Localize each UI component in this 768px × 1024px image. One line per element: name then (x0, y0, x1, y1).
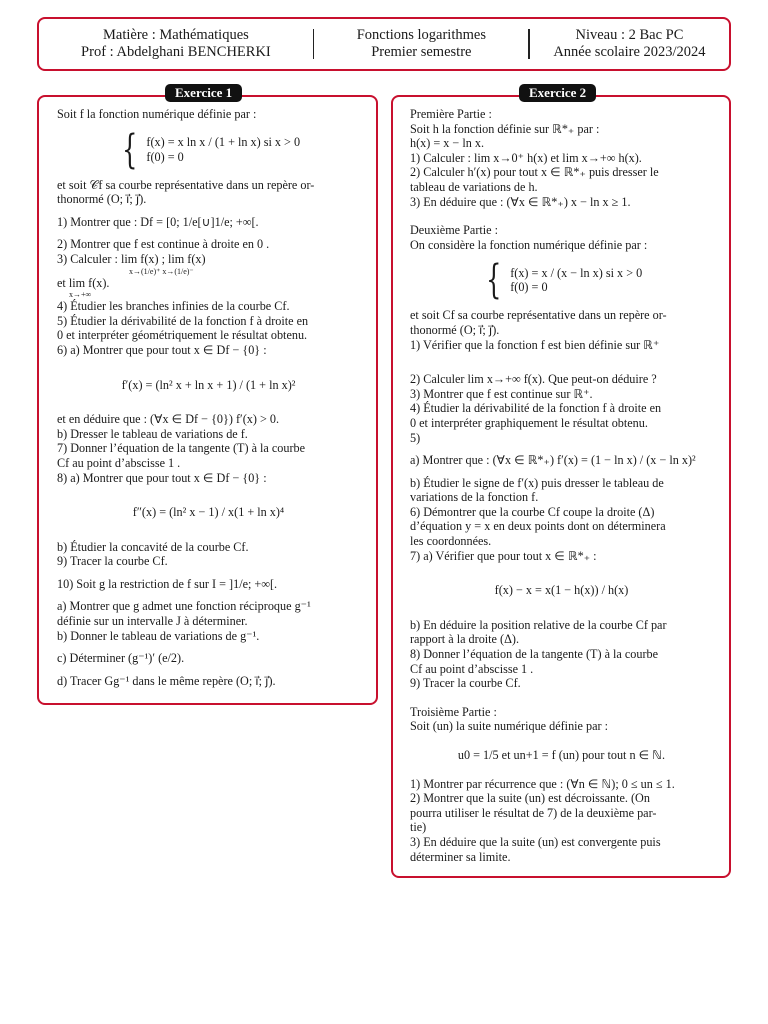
ex2-text-line: On considère la fonction numérique définie par : (410, 237, 648, 252)
ex2-p2-question-4: 4) Étudier la dérivabilité de la fonction f à droite en (410, 401, 662, 416)
ex2-sequence-definition: u0 = 1/5 et un+1 = f (un) pour tout n ∈ ℕ. (457, 748, 666, 762)
ex2-p2-question-8: 8) Donner l’équation de la tangente (T) à la courbe (410, 647, 659, 662)
ex2-p2-question-3: 3) Montrer que f est continue sur ℝ⁺. (410, 386, 593, 401)
exercise-2-badge: Exercice 2 (519, 84, 596, 102)
ex1-question-7-cont: Cf au point d’abscisse 1 . (57, 455, 181, 470)
ex1-question-8b: b) Étudier la concavité de la courbe Cf. (57, 539, 249, 554)
ex2-text-line: h(x) = x − ln x. (410, 136, 484, 151)
header-level-year (530, 27, 729, 61)
ex2-p1-question-2-cont: tableau de variations de h. (410, 179, 538, 194)
header-level: Niveau : 2 Bac PC (575, 27, 684, 43)
ex1-question-10: 10) Soit g la restriction de f sur I = ]1/e; +∞[. (57, 576, 278, 591)
ex2-p2-question-2: 2) Calculer lim x→+∞ f(x). Que peut-on déduire ? (410, 372, 657, 387)
ex2-part-2-title: Deuxième Partie : (410, 223, 498, 238)
ex1-question-3-limits: x→(1/e)⁺ x→(1/e)⁻ (129, 266, 194, 276)
ex2-definition-system: { f(x) = x / (x − ln x) si x > 0 f(0) = 0 (485, 257, 643, 304)
ex1-question-10d: d) Tracer Gg⁻¹ dans le même repère (O; i⃗; j⃗). (57, 673, 276, 688)
ex1-question-10c: c) Déterminer (g⁻¹)′ (e/2). (57, 651, 185, 666)
ex2-p2-question-6: 6) Démontrer que la courbe Cf coupe la droite (Δ) (410, 504, 655, 519)
ex2-p3-question-3: 3) En déduire que la suite (un) est convergente puis (410, 834, 661, 849)
ex1-question-5-cont: 0 et interpréter géométriquement le résultat obtenu. (57, 328, 308, 343)
ex2-p2-question-8-cont: Cf au point d’abscisse 1 . (410, 661, 534, 676)
ex1-question-8a: 8) a) Montrer que pour tout x ∈ Df − {0} : (57, 470, 267, 485)
ex2-p3-question-2-cont: tie) (410, 820, 427, 835)
header-chapter: Fonctions logarithmes (356, 27, 486, 43)
ex1-equation-fprime: f′(x) = (ln² x + ln x + 1) / (1 + ln x)² (121, 377, 296, 392)
header-subject: Matière : Mathématiques (103, 27, 249, 43)
ex2-p2-question-7b: b) En déduire la position relative de la courbe Cf par (410, 617, 667, 632)
ex2-p2-question-9: 9) Tracer la courbe Cf. (410, 676, 521, 691)
ex1-question-1: 1) Montrer que : Df = [0; 1/e[∪]1/e; +∞[. (57, 214, 259, 229)
ex2-p2-question-4-cont: 0 et interpréter graphiquement le résultat obtenu. (410, 415, 648, 430)
ex1-text-line: et soit 𝒞f sa courbe représentative dans un repère or- (57, 177, 315, 192)
ex1-equation-fsecond: f″(x) = (ln² x − 1) / x(1 + ln x)⁴ (132, 505, 285, 520)
ex1-text-line: thonormé (O; i⃗; j⃗). (57, 192, 147, 207)
ex2-equation-difference: f(x) − x = x(1 − h(x)) / h(x) (494, 583, 629, 598)
exercise-1-content (57, 107, 360, 688)
header-year: Année scolaire 2023/2024 (553, 44, 706, 60)
ex2-p2-question-6-cont: les coordonnées. (410, 534, 492, 549)
header-box (37, 17, 731, 71)
header-topic (314, 27, 528, 61)
ex2-p2-question-5b: b) Étudier le signe de f′(x) puis dresser le tableau de (410, 475, 664, 490)
ex2-p2-question-7a: 7) a) Vérifier que pour tout x ∈ ℝ*₊ : (410, 548, 597, 563)
ex1-question-3: 3) Calculer : lim f(x) ; lim f(x) (57, 251, 206, 266)
ex2-p3-question-3-cont: déterminer sa limite. (410, 849, 511, 864)
ex1-question-3-cont: et lim f(x). (57, 275, 110, 290)
ex2-part-1-title: Première Partie : (410, 107, 492, 121)
ex2-p1-question-1: 1) Calculer : lim x→0⁺ h(x) et lim x→+∞ h(x). (410, 150, 642, 165)
ex2-text-line: Soit h la fonction définie sur ℝ*₊ par : (410, 121, 600, 136)
ex2-p1-question-2: 2) Calculer h′(x) pour tout x ∈ ℝ*₊ puis dresser le (410, 165, 659, 180)
ex2-part-3-title: Troisième Partie : (410, 704, 497, 719)
ex1-system-line-1: f(x) = x ln x / (1 + ln x) si x > 0 (146, 135, 301, 149)
ex1-question-10a: a) Montrer que g admet une fonction réciproque g⁻¹ (57, 599, 311, 614)
ex1-question-10b: b) Donner le tableau de variations de g⁻¹. (57, 628, 260, 643)
ex2-p3-question-2-cont: pourra utiliser le résultat de 7) de la deuxième par- (410, 805, 657, 820)
ex2-system-line-1: f(x) = x / (x − ln x) si x > 0 (510, 265, 643, 280)
ex2-p2-question-5: 5) (410, 430, 421, 445)
ex1-question-9: 9) Tracer la courbe Cf. (57, 554, 168, 569)
ex1-question-4: 4) Étudier les branches infinies de la courbe Cf. (57, 299, 290, 314)
ex2-p1-question-3: 3) En déduire que : (∀x ∈ ℝ*₊) x − ln x ≥ 1. (410, 194, 631, 209)
ex1-definition-system: { f(x) = x ln x / (1 + ln x) si x > 0 f(0) = 0 (122, 126, 301, 173)
ex1-system-line-2: f(0) = 0 (146, 149, 184, 164)
header-semester: Premier semestre (371, 44, 472, 60)
ex2-text-line: thonormé (O; i⃗; j⃗). (410, 322, 500, 337)
ex2-p2-question-6-cont: d’équation y = x en deux points dont on déterminera (410, 519, 666, 534)
ex2-p2-question-5a: a) Montrer que : (∀x ∈ ℝ*₊) f′(x) = (1 − ln x) / (x − ln x)² (410, 453, 696, 468)
ex1-question-6b: b) Dresser le tableau de variations de f. (57, 426, 248, 441)
ex1-question-3-limit-sub: x→+∞ (69, 290, 92, 300)
header-teacher: Prof : Abdelghani BENCHERKI (81, 44, 271, 60)
ex2-p2-question-1: 1) Vérifier que la fonction f est bien définie sur ℝ⁺ (410, 337, 660, 352)
ex2-p2-question-7b-cont: rapport à la droite (Δ). (410, 632, 520, 647)
ex2-text-line: et soit Cf sa courbe représentative dans un repère or- (410, 308, 667, 323)
ex2-text-line: Soit (un) la suite numérique définie par : (410, 719, 608, 734)
ex1-question-10a-cont: définie sur un intervalle J à déterminer. (57, 614, 248, 629)
exercise-2-content (410, 107, 713, 864)
ex1-question-5: 5) Étudier la dérivabilité de la fonction f à droite en (57, 313, 309, 328)
ex2-p3-question-1: 1) Montrer par récurrence que : (∀n ∈ ℕ); 0 ≤ un ≤ 1. (410, 776, 675, 791)
ex2-p2-question-5b-cont: variations de la fonction f. (410, 490, 539, 505)
ex1-question-6a: 6) a) Montrer que pour tout x ∈ Df − {0} : (57, 342, 267, 357)
header-subject-teacher (39, 27, 313, 61)
ex1-question-7: 7) Donner l’équation de la tangente (T) à la courbe (57, 441, 306, 456)
exercise-1-badge: Exercice 1 (165, 84, 242, 102)
ex2-p3-question-2: 2) Montrer que la suite (un) est décroissante. (On (410, 791, 650, 806)
ex1-question-2: 2) Montrer que f est continue à droite en 0 . (57, 237, 270, 252)
ex1-question-6a-cont: et en déduire que : (∀x ∈ Df − {0}) f′(x) > 0. (57, 412, 280, 427)
ex2-system-line-2: f(0) = 0 (510, 280, 548, 295)
ex1-intro: Soit f la fonction numérique définie par : (57, 107, 257, 121)
